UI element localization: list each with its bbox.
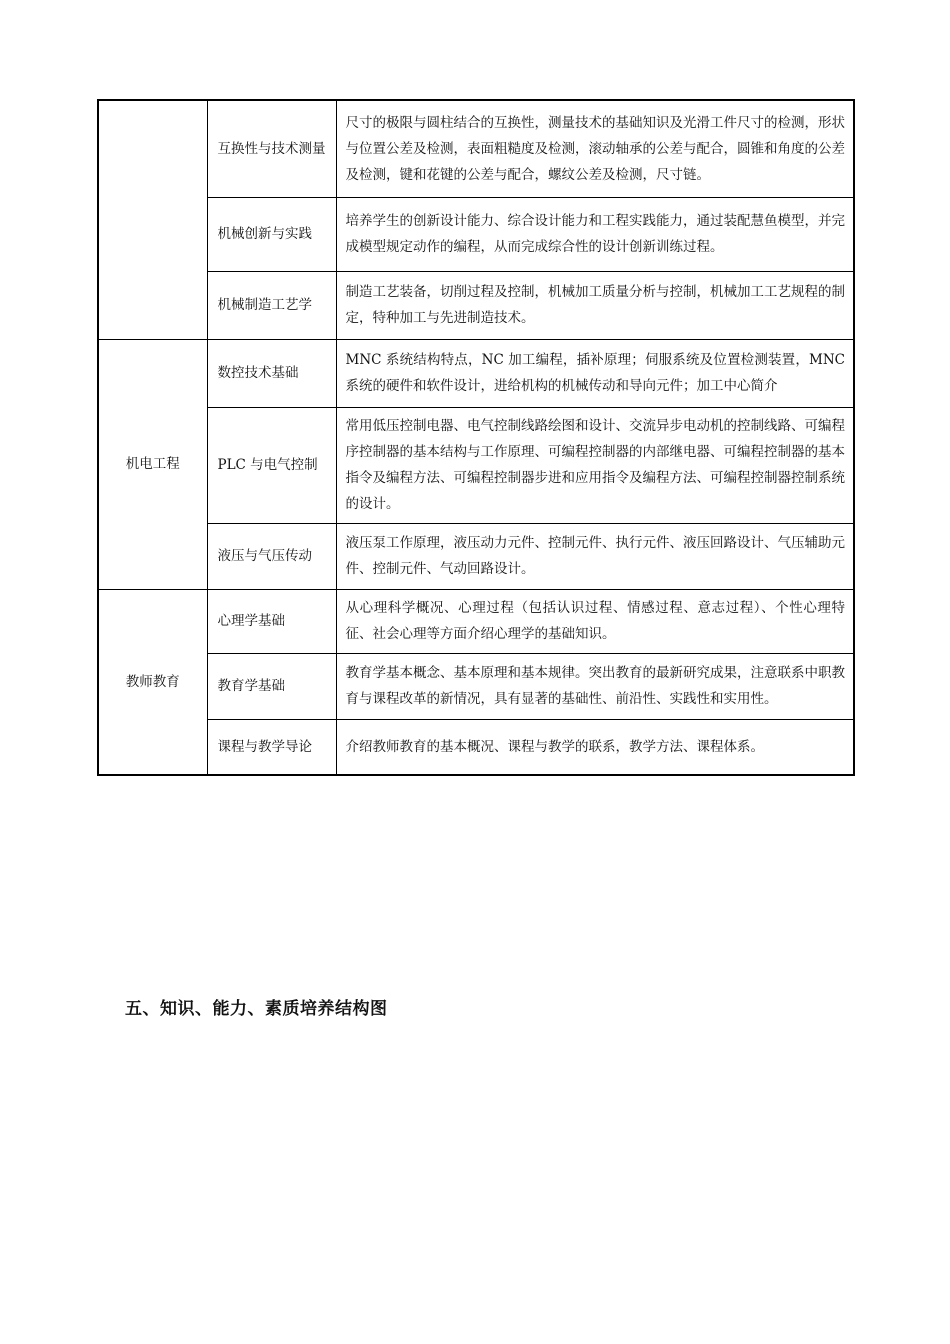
course-description: 介绍教师教育的基本概况、课程与教学的联系，教学方法、课程体系。 bbox=[336, 719, 854, 775]
course-table bbox=[97, 99, 855, 776]
course-description: 常用低压控制电器、电气控制线路绘图和设计、交流异步电动机的控制线路、可编程序控制器的基本结构与工作原理、可编程控制器的内部继电器、可编程控制器的基本指令及编程方法、可编程控制器步进和应用指令及编程方法、可编程控制器控制系统的设计。 bbox=[336, 407, 854, 523]
table-row bbox=[98, 339, 854, 407]
category-cell bbox=[98, 100, 207, 339]
category-cell: 教师教育 bbox=[98, 589, 207, 775]
table-row bbox=[98, 653, 854, 719]
course-name: 数控技术基础 bbox=[207, 339, 336, 407]
course-name: 液压与气压传动 bbox=[207, 523, 336, 589]
table-row bbox=[98, 523, 854, 589]
table-row bbox=[98, 197, 854, 271]
course-description: 教育学基本概念、基本原理和基本规律。突出教育的最新研究成果，注意联系中职教育与课程改革的新情况，具有显著的基础性、前沿性、实践性和实用性。 bbox=[336, 653, 854, 719]
course-name: 心理学基础 bbox=[207, 589, 336, 653]
course-description: MNC 系统结构特点，NC 加工编程，插补原理；伺服系统及位置检测装置，MNC 系统的硬件和软件设计，进给机构的机械传动和导向元件；加工中心简介 bbox=[336, 339, 854, 407]
course-name: PLC 与电气控制 bbox=[207, 407, 336, 523]
course-description: 液压泵工作原理，液压动力元件、控制元件、执行元件、液压回路设计、气压辅助元件、控制元件、气动回路设计。 bbox=[336, 523, 854, 589]
course-name: 课程与教学导论 bbox=[207, 719, 336, 775]
table-row bbox=[98, 719, 854, 775]
section-heading: 五、知识、能力、素质培养结构图 bbox=[125, 999, 388, 1019]
course-name: 机械制造工艺学 bbox=[207, 271, 336, 339]
table-row bbox=[98, 589, 854, 653]
category-cell: 机电工程 bbox=[98, 339, 207, 589]
course-name: 互换性与技术测量 bbox=[207, 100, 336, 197]
course-description: 从心理科学概况、心理过程（包括认识过程、情感过程、意志过程）、个性心理特征、社会心理等方面介绍心理学的基础知识。 bbox=[336, 589, 854, 653]
table-row bbox=[98, 407, 854, 523]
course-name: 机械创新与实践 bbox=[207, 197, 336, 271]
course-description: 制造工艺装备，切削过程及控制，机械加工质量分析与控制，机械加工工艺规程的制定，特种加工与先进制造技术。 bbox=[336, 271, 854, 339]
table-row bbox=[98, 100, 854, 197]
course-description: 尺寸的极限与圆柱结合的互换性，测量技术的基础知识及光滑工件尺寸的检测，形状与位置公差及检测，表面粗糙度及检测，滚动轴承的公差与配合，圆锥和角度的公差及检测，键和花键的公差与配合，螺纹公差及检测，尺寸链。 bbox=[336, 100, 854, 197]
course-name: 教育学基础 bbox=[207, 653, 336, 719]
table-row bbox=[98, 271, 854, 339]
course-description: 培养学生的创新设计能力、综合设计能力和工程实践能力，通过装配慧鱼模型，并完成模型规定动作的编程，从而完成综合性的设计创新训练过程。 bbox=[336, 197, 854, 271]
